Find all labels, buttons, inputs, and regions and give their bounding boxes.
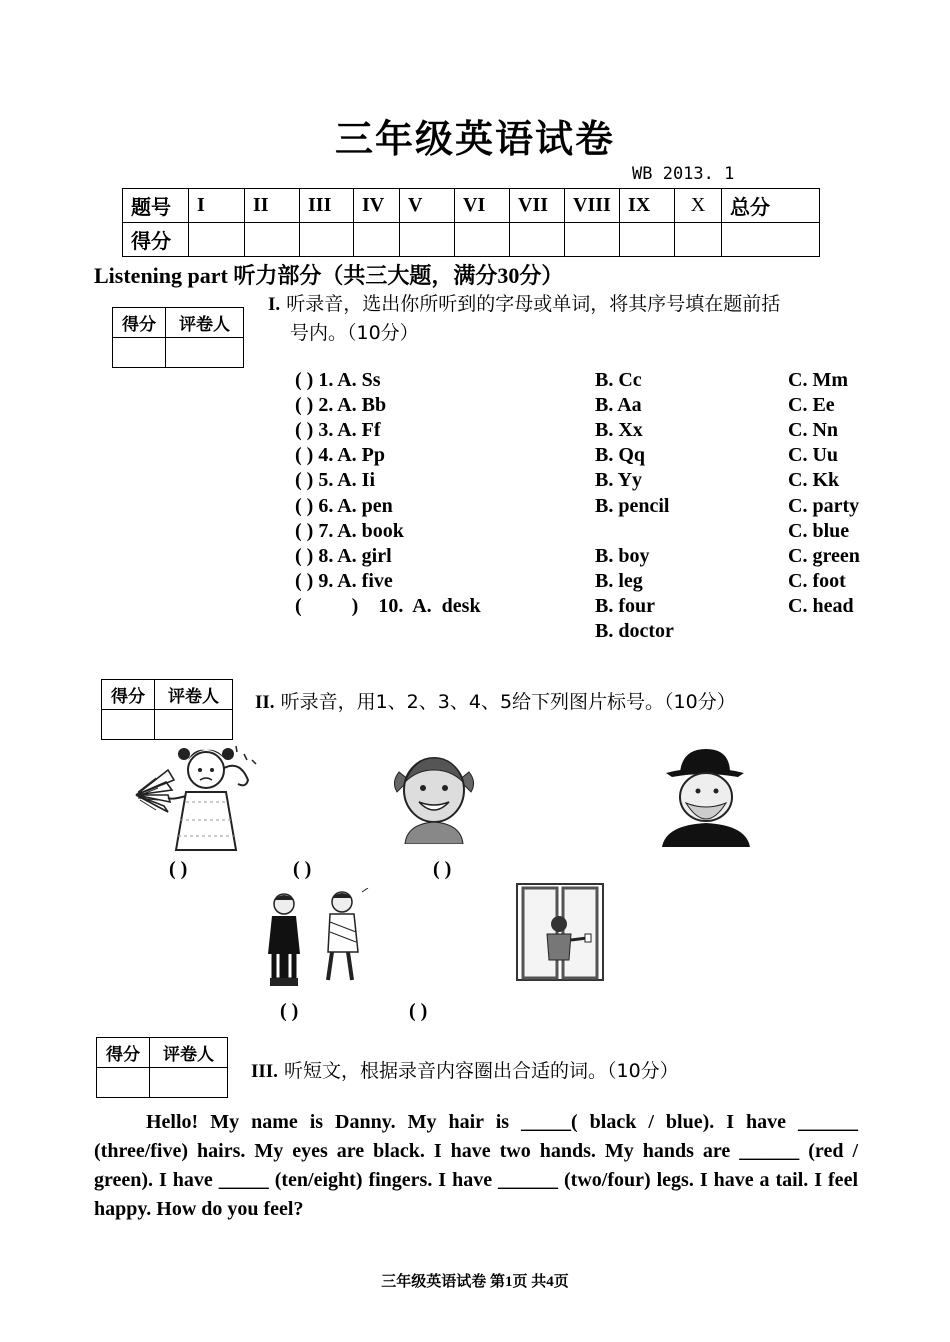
grader-score-cell[interactable] <box>102 710 155 740</box>
score-header-cell: IX <box>620 189 675 223</box>
score-table <box>122 188 820 257</box>
item-col-a: ( ) 6. A. pen <box>295 495 393 517</box>
grader-name-cell[interactable] <box>150 1068 228 1098</box>
part3-number: III. <box>251 1061 278 1082</box>
picture-answer-paren[interactable]: ( ) <box>409 1000 428 1022</box>
grader-score-cell[interactable] <box>113 338 166 368</box>
part1-instruction-line1: 听录音，选出你所听到的字母或单词，将其序号填在题前括 <box>280 293 781 315</box>
grader-name-cell[interactable] <box>155 710 233 740</box>
part1-number: I. <box>268 294 281 315</box>
grader-score-label: 得分 <box>113 308 166 338</box>
score-row-label: 得分 <box>123 223 189 257</box>
score-input-cell[interactable] <box>300 223 354 257</box>
score-header-cell: IV <box>354 189 400 223</box>
score-header-cell: 题号 <box>123 189 189 223</box>
item-col-b: B. pencil <box>595 495 670 517</box>
score-input-cell[interactable] <box>245 223 300 257</box>
score-header-cell: 总分 <box>722 189 820 223</box>
picture-answer-paren[interactable]: ( ) <box>433 858 452 880</box>
item-col-a: ( ) 1. A. Ss <box>295 369 381 391</box>
score-header-cell: II <box>245 189 300 223</box>
item-col-c: C. Ee <box>788 394 835 416</box>
listening-heading: Listening part 听力部分（共三大题，满分30分） <box>94 263 564 288</box>
page-footer: 三年级英语试卷 第1页 共4页 <box>381 1274 569 1290</box>
part1-instruction-cont <box>290 318 419 345</box>
item-col-a: ( ) 9. A. five <box>295 570 393 592</box>
grader-box-1 <box>112 307 244 368</box>
part2-instruction-text: 听录音，用1、2、3、4、5给下列图片标号。（10分） <box>274 691 736 713</box>
score-table-score-row <box>123 223 820 257</box>
item-col-c: C. Nn <box>788 419 839 441</box>
score-input-cell[interactable] <box>565 223 620 257</box>
score-header-cell: V <box>400 189 455 223</box>
score-header-cell: I <box>189 189 245 223</box>
picture-answer-paren[interactable]: ( ) <box>293 858 312 880</box>
item-col-a: ( ) 3. A. Ff <box>295 419 381 441</box>
grader-label: 评卷人 <box>150 1038 228 1068</box>
picture-answer-paren[interactable]: ( ) <box>280 1000 299 1022</box>
grader-box-2 <box>101 679 233 740</box>
grader-label: 评卷人 <box>166 308 244 338</box>
item-col-b: B. leg <box>595 570 643 592</box>
part3-instruction-text: 听短文，根据录音内容圈出合适的词。（10分） <box>277 1060 679 1082</box>
picture-answer-paren[interactable]: ( ) <box>169 858 188 880</box>
score-header-cell: VIII <box>565 189 620 223</box>
score-input-cell[interactable] <box>400 223 455 257</box>
item-col-a: ( ) 4. A. Pp <box>295 444 385 466</box>
part2-instruction <box>255 687 736 714</box>
item-col-c: C. Mm <box>788 369 848 391</box>
grader-box-3 <box>96 1037 228 1098</box>
cold-boys-picture <box>256 888 374 990</box>
item-col-c: C. head <box>788 595 854 617</box>
item-col-c: C. party <box>788 495 860 517</box>
page-title: 三年级英语试卷 <box>334 117 615 161</box>
score-input-cell[interactable] <box>620 223 675 257</box>
score-input-cell[interactable] <box>722 223 820 257</box>
item-col-a: ( ) 5. A. Ii <box>295 469 375 491</box>
item-col-c: C. Kk <box>788 469 840 491</box>
item-col-b: B. Aa <box>595 394 642 416</box>
item-col-b: B. Xx <box>595 419 643 441</box>
part3-instruction <box>251 1056 679 1083</box>
part1-instruction <box>268 289 780 316</box>
grader-score-label: 得分 <box>97 1038 150 1068</box>
item-col-c: C. green <box>788 545 860 567</box>
score-input-cell[interactable] <box>510 223 565 257</box>
boy-at-door-picture <box>513 880 607 984</box>
item-col-b: B. Yy <box>595 469 643 491</box>
item-col-a: ( ) 8. A. girl <box>295 545 392 567</box>
item-col-b: B. Cc <box>595 369 642 391</box>
item-col-b: B. four <box>595 595 655 617</box>
score-input-cell[interactable] <box>455 223 510 257</box>
old-man-picture <box>658 745 752 847</box>
score-table-header-row <box>123 189 820 223</box>
item-col-a: ( ) 2. A. Bb <box>295 394 387 416</box>
score-input-cell[interactable] <box>675 223 722 257</box>
score-header-cell: III <box>300 189 354 223</box>
item-col-c: C. Uu <box>788 444 839 466</box>
item-col-b: B. doctor <box>595 620 674 642</box>
score-header-cell: X <box>675 189 722 223</box>
part2-number: II. <box>255 692 275 713</box>
item-col-b: B. boy <box>595 545 650 567</box>
grader-score-label: 得分 <box>102 680 155 710</box>
happy-girl-picture <box>385 752 483 844</box>
grader-label: 评卷人 <box>155 680 233 710</box>
reading-passage: Hello! My name is Danny. My hair is _____( black / blue). I have ______ (three/five) hairs. My eyes are black. I have two hands. My hands are ______ (red / green). I have _____ (ten/eight) fingers. I have ______ (two/four) legs. I have a tail. I feel happy. How do you feel? <box>94 1111 858 1220</box>
grader-score-cell[interactable] <box>97 1068 150 1098</box>
score-header-cell: VI <box>455 189 510 223</box>
score-input-cell[interactable] <box>189 223 245 257</box>
grader-name-cell[interactable] <box>166 338 244 368</box>
hot-girl-with-fan-picture <box>128 740 263 852</box>
item-col-a: ( ) 10. A. desk <box>295 595 481 617</box>
item-col-b: B. Qq <box>595 444 646 466</box>
score-input-cell[interactable] <box>354 223 400 257</box>
date-code: WB 2013. 1 <box>632 164 735 184</box>
item-col-a: ( ) 7. A. book <box>295 520 404 542</box>
part1-instruction-line2: 号内。（10分） <box>290 322 419 344</box>
item-col-c: C. foot <box>788 570 846 592</box>
score-header-cell: VII <box>510 189 565 223</box>
item-col-c: C. blue <box>788 520 850 542</box>
